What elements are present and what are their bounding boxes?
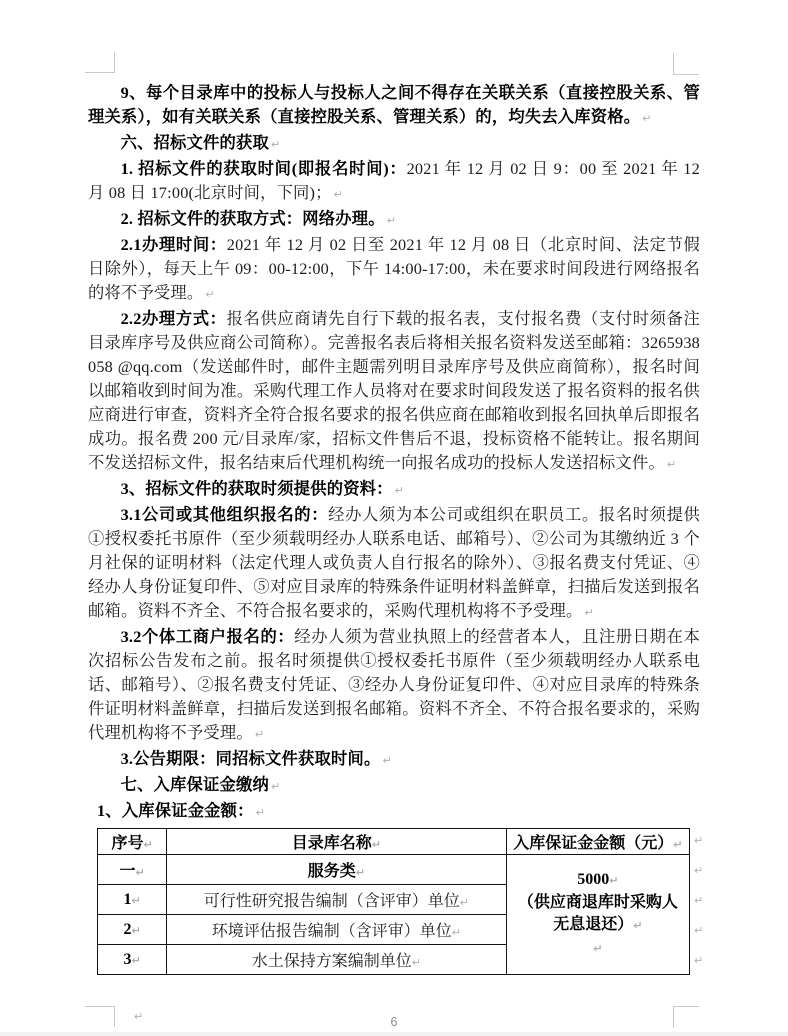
para-obtain-method [88, 207, 700, 233]
row-seq-cell: 2↵ [98, 915, 167, 945]
bold-text: 2.2办理方式： [120, 309, 227, 328]
cell-end-mark: ↵ [131, 893, 141, 907]
table-row [98, 855, 690, 885]
bold-text: 1. 招标文件的获取时间(即报名时间)： [120, 159, 407, 178]
crop-mark-top-right [673, 53, 699, 75]
deposit-table-wrap [97, 828, 704, 975]
bold-text: 2.1办理时间： [120, 235, 227, 254]
cell-end-mark: ↵ [609, 874, 619, 887]
catalog-name-cell: 可行性研究报告编制（含评审）单位↵ [167, 885, 507, 915]
row-end-mark: ↵ [694, 894, 704, 907]
paragraph-mark: ↵ [333, 188, 343, 201]
cell-end-mark: ↵ [371, 838, 381, 851]
paragraph-mark: ↵ [382, 754, 392, 767]
cell-end-mark: ↵ [131, 923, 141, 937]
bold-text: 3.1公司或其他组织报名的： [120, 505, 329, 524]
paragraph-mark: ↵ [205, 288, 215, 301]
cell-end-mark: ↵ [143, 838, 153, 851]
col-header-seq: 序号↵ [98, 829, 167, 855]
cell-end-mark: ↵ [593, 942, 603, 955]
cell-end-mark: ↵ [633, 919, 643, 932]
page-footer [0, 1015, 788, 1029]
bold-text: 3、招标文件的获取时须提供的资料： [120, 479, 393, 498]
heading-3-materials [88, 477, 700, 503]
cell-end-mark: ↵ [451, 926, 461, 939]
row-seq-cell: 3↵ [98, 945, 167, 975]
paragraph-mark: ↵ [386, 214, 396, 227]
catalog-name-cell: 环境评估报告编制（含评审）单位↵ [167, 915, 507, 945]
deposit-note-line: （供应商退库时采购人 [517, 894, 678, 911]
deposit-note-line: 无息退还）↵ [553, 916, 643, 933]
paragraph-mark: ↵ [270, 138, 281, 151]
para-notice-period [88, 747, 700, 773]
paragraph-mark: ↵ [642, 112, 652, 125]
body-text: 2021 年 12 月 02 日至 2021 年 12 月 08 日（北京时间、法定节假日除外），每天上午 09：00-12:00，下午 14:00-17:00，未在要求时间段进行网络报名的将不予受理。 [88, 235, 701, 302]
empty-line [507, 937, 689, 960]
table-header-row [98, 829, 690, 855]
bold-text: 3.公告期限：同招标文件获取时间。 [120, 749, 381, 768]
catalog-name-cell: 服务类↵ [167, 855, 507, 885]
row-seq-cell: 一↵ [98, 855, 167, 885]
deposit-amount-cell [506, 855, 689, 975]
body-text: 经办人须为营业执照上的经营者本人，且注册日期在本次招标公告发布之前。报名时须提供①授权委托书原件（至少须载明经办人联系电话、邮箱号）、②报名费支付凭证、③经办人身份证复印件、④对应目录库的特殊条件证明材料盖鲜章，扫描后发送到报名邮箱。资料不齐全、不符合报名要求的，采购代理机构将不予受理。 [88, 627, 700, 742]
deposit-table [97, 828, 690, 975]
para-deposit-amount [88, 799, 700, 825]
row-end-mark: ↵ [694, 834, 704, 847]
row-end-mark: ↵ [694, 954, 704, 967]
paragraphs [88, 81, 700, 825]
deposit-amount-value: 5000↵ [577, 871, 619, 888]
body-text: 2021 年 12 月 02 日 9：00 至 2021 年 12 月 08 日 17:00(北京时间，下同)； [88, 159, 700, 202]
bottom-edge [0, 1032, 788, 1036]
bold-text: 1、入库保证金金额： [96, 801, 254, 820]
row-end-mark: ↵ [694, 864, 704, 877]
cell-end-mark: ↵ [459, 896, 469, 909]
para-obtain-time [88, 157, 700, 207]
cell-end-mark: ↵ [355, 866, 365, 879]
para-2-1-time [88, 233, 700, 307]
page-number: 6 [390, 1015, 398, 1029]
para-rule-9 [88, 81, 700, 131]
paragraph-mark: ↵ [270, 780, 281, 793]
paragraph-mark: ↵ [666, 458, 677, 471]
heading-section-7 [88, 773, 700, 799]
document-body [88, 81, 704, 975]
cell-end-mark: ↵ [131, 953, 141, 967]
bold-text: 3.2个体工商户报名的： [120, 627, 295, 646]
heading-section-6 [88, 131, 700, 157]
bold-text: 9、每个目录库中的投标人与投标人之间不得存在关联关系（直接控股关系、管理关系），如有关联关系（直接控股关系、管理关系）的，均失去入库资格。 [88, 83, 700, 126]
paragraph-mark: ↵ [394, 484, 404, 497]
catalog-name-cell: 水土保持方案编制单位↵ [167, 945, 507, 975]
row-end-mark: ↵ [694, 924, 704, 937]
para-3-2-individual [88, 625, 700, 747]
paragraph-mark: ↵ [254, 728, 265, 741]
crop-mark-top-left [85, 52, 115, 73]
body-text: 经办人须为本公司或组织在职员工。报名时须提供①授权委托书原件（至少须载明经办人联系电话、邮箱号）、②公司为其缴纳近 3 个月社保的证明材料（法定代理人或负责人自行报名的除外）、③报名费支付凭证、④经办人身份证复印件、⑤对应目录库的特殊条件证明材料盖鲜章，扫描后发送到报名邮箱。资料不齐全、不符合报名要求的，采购代理机构将不予受理。 [88, 505, 700, 620]
bold-text: 2. 招标文件的获取方式：网络办理。 [120, 209, 385, 228]
col-header-deposit-amount: 入库保证金金额（元）↵ [506, 829, 689, 855]
body-text: 报名供应商请先自行下载的报名表，支付报名费（支付时须备注目录库序号及供应商公司简称）。完善报名表后将相关报名资料发送至邮箱：3265938058 @qq.com（发送邮件时，邮件主题需列明目录库序号及供应商简称），报名时间以邮箱收到时间为准。采购代理工作人员将对在要求时间段发送了报名资料的报名供应商进行审查，资料齐全符合报名要求的报名供应商在邮箱收到报名回执单后即报名成功。报名费 200 元/目录库/家，招标文件售后不退，投标资格不能转让。报名期间不发送招标文件，报名结束后代理机构统一向报名成功的投标人发送招标文件。 [88, 309, 701, 472]
paragraph-mark: ↵ [255, 806, 265, 819]
paragraph-mark: ↵ [584, 606, 594, 619]
bold-text: 六、招标文件的获取 [120, 133, 269, 152]
col-header-catalog-name: 目录库名称↵ [167, 829, 507, 855]
cell-end-mark: ↵ [673, 838, 683, 851]
para-3-1-company [88, 503, 700, 625]
cell-end-mark: ↵ [135, 866, 145, 879]
paragraph-mark: ↵ [134, 1010, 144, 1023]
para-2-2-method [88, 307, 700, 477]
bold-text: 七、入库保证金缴纳 [120, 775, 269, 794]
row-seq-cell: 1↵ [98, 885, 167, 915]
cell-end-mark: ↵ [411, 956, 421, 969]
